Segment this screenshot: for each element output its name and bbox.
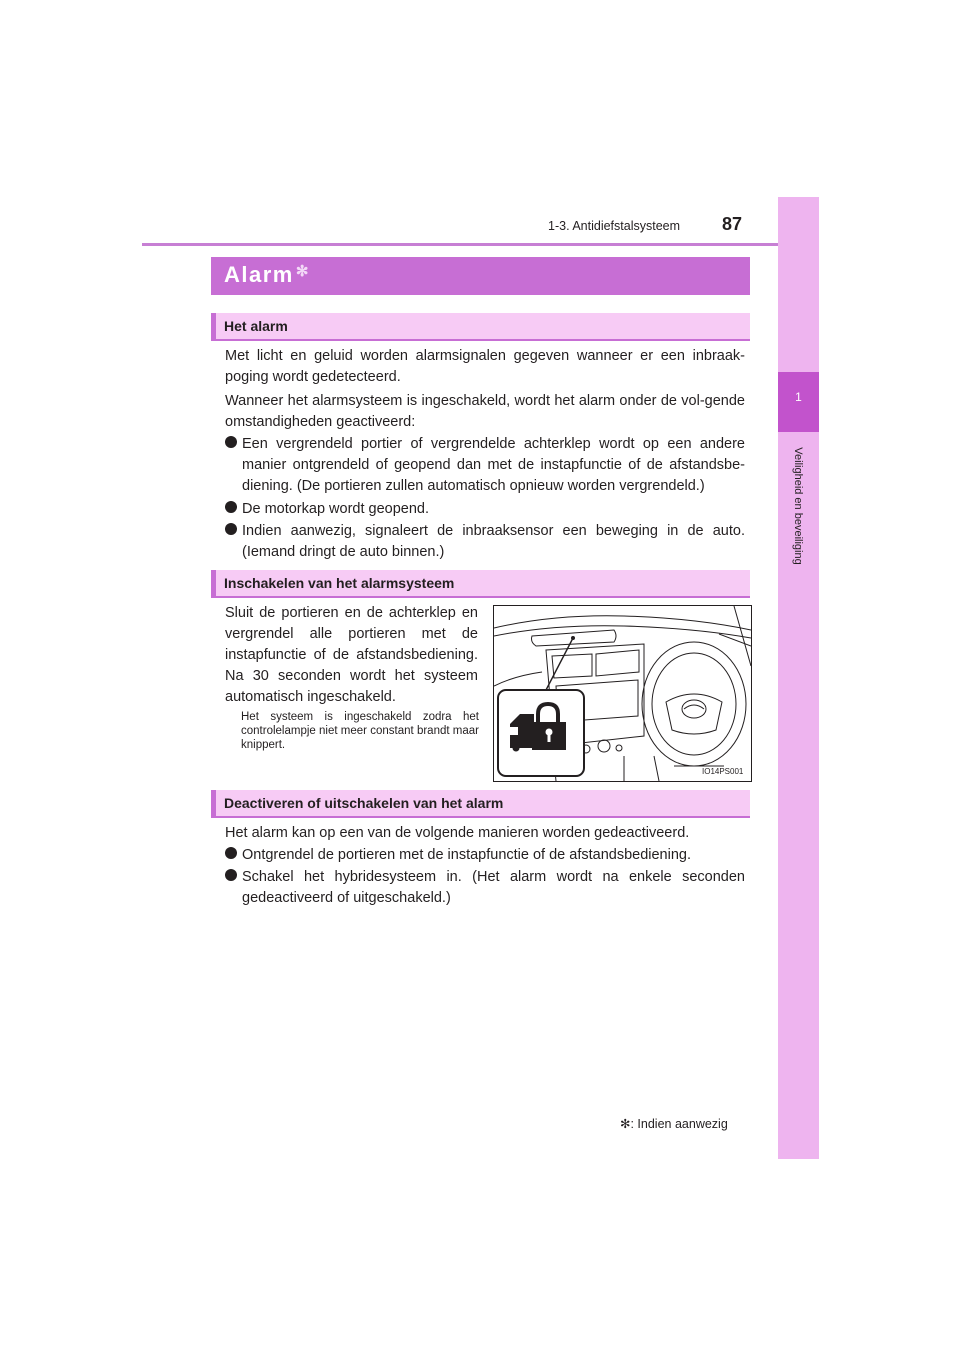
paragraph: Met licht en geluid worden alarmsignalen gegeven wanneer er een inbraak-poging wordt gedetecteerd. bbox=[225, 348, 745, 385]
section-heading-text: Het alarm bbox=[224, 318, 288, 334]
optional-star-icon: ✻ bbox=[295, 263, 310, 280]
list-item-text: Een vergrendeld portier of vergrendelde achterklep wordt op een andere manier ontgrendeld of geopend dan met de instapfunctie of de afstandsbe-diening. (De portieren zullen automatisch opnieuw worden vergrendeld.) bbox=[242, 436, 745, 494]
paragraph: Het alarm kan op een van de volgende manieren worden gedeactiveerd. bbox=[225, 825, 690, 841]
section-reference: 1-3. Antidiefstalsysteem bbox=[548, 219, 681, 233]
list-item bbox=[225, 499, 745, 520]
header-divider bbox=[142, 243, 818, 246]
list-item-text: Schakel het hybridesysteem in. (Het alarm wordt na enkele seconden gedeactiveerd of uitgeschakeld.) bbox=[242, 869, 745, 906]
dashboard-drawing bbox=[494, 606, 751, 781]
page-title-text: Alarm bbox=[224, 262, 294, 287]
section-heading-deactiveren bbox=[211, 790, 750, 818]
footnote bbox=[620, 1116, 728, 1131]
list-item-text: Ontgrendel de portieren met de instapfunctie of de afstandsbediening. bbox=[242, 847, 691, 863]
list-item bbox=[225, 434, 745, 497]
bullet-icon bbox=[225, 847, 237, 859]
chapter-title: Veiligheid en beveiliging bbox=[792, 447, 804, 565]
list-item bbox=[225, 845, 745, 866]
paragraph: Wanneer het alarmsysteem is ingeschakeld, wordt het alarm onder de vol-gende omstandigheden geactiveerd: bbox=[225, 393, 745, 430]
list-item-text: Indien aanwezig, signaleert de inbraaksensor een beweging in de auto. (Iemand dringt de auto binnen.) bbox=[242, 523, 745, 560]
list-item bbox=[225, 867, 745, 909]
dashboard-illustration bbox=[493, 605, 752, 782]
section-heading-text: Deactiveren of uitschakelen van het alarm bbox=[224, 795, 504, 811]
paragraph: Sluit de portieren en de achterklep en vergrendel alle portieren met de instapfunctie of de afstandsbediening. Na 30 seconden wordt het systeem automatisch ingeschakeld. bbox=[225, 605, 478, 705]
chapter-side-tab bbox=[778, 197, 819, 1159]
page-title bbox=[224, 262, 310, 288]
footnote-text: : Indien aanwezig bbox=[630, 1117, 728, 1131]
note-text: Het systeem is ingeschakeld zodra het controlelampje niet meer constant brandt maar knippert. bbox=[241, 711, 479, 751]
bullet-icon bbox=[225, 436, 237, 448]
bullet-icon bbox=[225, 523, 237, 535]
section-heading-inschakelen bbox=[211, 570, 750, 598]
section-heading-text: Inschakelen van het alarmsysteem bbox=[224, 575, 455, 591]
list-item bbox=[225, 521, 745, 563]
bullet-icon bbox=[225, 869, 237, 881]
page-number: 87 bbox=[722, 214, 743, 234]
image-code: IO14PS001 bbox=[702, 767, 744, 776]
section-heading-het-alarm bbox=[211, 313, 750, 341]
list-item-text: De motorkap wordt geopend. bbox=[242, 501, 429, 517]
bullet-icon bbox=[225, 501, 237, 513]
chapter-number: 1 bbox=[795, 390, 802, 404]
footnote-star-icon: ✻ bbox=[620, 1117, 631, 1131]
